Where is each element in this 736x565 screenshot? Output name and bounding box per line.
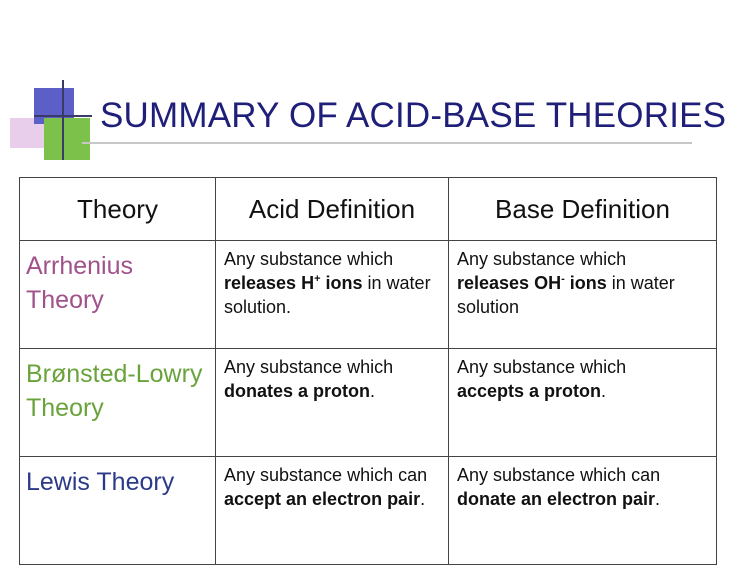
title-underline [82,142,692,144]
base-definition-bronsted-lowry [449,349,717,457]
theory-name-bronsted-lowry: Brønsted-Lowry Theory [20,349,216,457]
acid-definition-bronsted-lowry [216,349,449,457]
definition-text: Any substance which [224,357,394,377]
definition-emphasis: donates a proton [224,381,371,401]
definition-emphasis: releases H+ ions [224,273,363,293]
table-row-lewis [20,457,717,565]
header-theory: Theory [20,178,216,241]
acid-definition-lewis [216,457,449,565]
definition-tail: . [370,381,376,401]
definition-text: Any substance which can [457,465,661,485]
definition-emphasis: releases OH- ions [457,273,607,293]
definition-emphasis: accept an electron pair [224,489,421,509]
theory-name-arrhenius: Arrhenius Theory [20,241,216,349]
definition-emphasis: donate an electron pair [457,489,656,509]
definition-tail: in water solution [457,273,675,317]
definition-tail: . [420,489,426,509]
decorative-line-horizontal [34,115,92,117]
table-header-row [20,178,717,241]
table-row-arrhenius [20,241,717,349]
definition-tail: . [655,489,661,509]
header-base-definition: Base Definition [449,178,717,241]
page-title: SUMMARY OF ACID-BASE THEORIES [100,96,727,135]
table-row-bronsted-lowry [20,349,717,457]
definition-tail: . [601,381,607,401]
theory-name-lewis: Lewis Theory [20,457,216,565]
header-acid-definition: Acid Definition [216,178,449,241]
decorative-line-vertical [62,80,64,160]
definition-text: Any substance which [457,357,627,377]
base-definition-arrhenius [449,241,717,349]
definition-text: Any substance which [457,249,627,269]
definition-tail: in water solution. [224,273,431,317]
base-definition-lewis [449,457,717,565]
definition-text: Any substance which [224,249,394,269]
theories-table [19,177,717,565]
decorative-square-green [44,118,90,160]
definition-text: Any substance which can [224,465,428,485]
definition-emphasis: accepts a proton [457,381,602,401]
acid-definition-arrhenius [216,241,449,349]
